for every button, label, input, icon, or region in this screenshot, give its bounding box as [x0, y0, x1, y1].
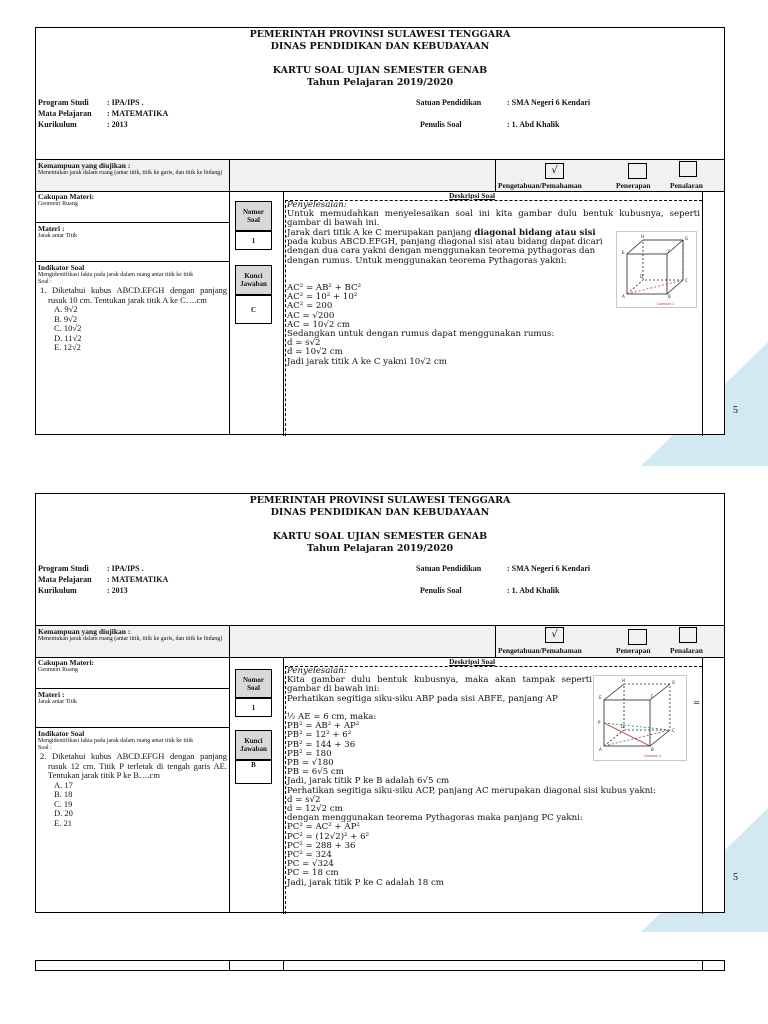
- option-a: A. 9√2: [54, 304, 78, 314]
- solution-line: d = s√2: [287, 794, 321, 805]
- curriculum-value: : 2013: [107, 120, 128, 129]
- solution-line: AC² = 200: [287, 301, 333, 312]
- school-label: Satuan Pendidikan: [416, 98, 482, 107]
- kunci-jawaban-value: C: [235, 295, 272, 324]
- cakupan-cell: [36, 192, 229, 208]
- svg-text:C: C: [672, 728, 675, 733]
- kunci-jawaban-value: B: [235, 760, 272, 784]
- question-text: 1. Diketahui kubus ABCD.EFGH dengan panjang rusuk 10 cm. Tentukan jarak titik A ke C….cm: [40, 285, 227, 305]
- option-b: B. 18: [54, 789, 73, 799]
- question-text: 2. Diketahui kubus ABCD.EFGH dengan panjang rusuk 12 cm. Titik P terletak di tengah garis AE. Tentukan jarak titik P ke B….cm: [40, 751, 227, 780]
- solution-p2: Perhatikan segitiga siku-siku ABP pada sisi ABFE, panjang AP: [287, 693, 558, 704]
- program-label: Program Studi: [38, 564, 89, 573]
- ability-text: Menentukan jarak dalam ruang (antar titik, titik ke garis, dan titik ke bidang): [38, 170, 223, 176]
- solution-line: PB² = 180: [287, 748, 332, 759]
- card-header: [36, 494, 724, 625]
- question-card-1: [35, 27, 725, 435]
- solution-p2: [287, 229, 612, 266]
- check-box-knowledge[interactable]: √: [545, 163, 564, 179]
- gov-title: PEMERINTAH PROVINSI SULAWESI TENGGARA: [249, 495, 511, 506]
- check-box-reasoning[interactable]: [679, 161, 697, 177]
- nomor-soal-label: Nomor Soal: [235, 201, 272, 231]
- solution-line: dengan menggunakan teorema Pythagoras maka panjang PC yakni:: [287, 813, 583, 824]
- figure-caption: Gambar 2: [644, 754, 662, 758]
- question-card-3: [35, 960, 725, 971]
- svg-text:C: C: [685, 278, 688, 283]
- solution-line: AC = √200: [287, 310, 335, 321]
- author-value: : 1. Abd Khalik: [507, 120, 560, 129]
- year-title: Tahun Pelajaran 2019/2020: [306, 77, 454, 88]
- divider: [229, 625, 230, 913]
- solution-line: PB = √180: [287, 758, 334, 769]
- ability-cell: [36, 626, 229, 644]
- option-e: E. 12√2: [54, 342, 81, 352]
- solution-line: Jadi, jarak titik P ke C adalah 18 cm: [287, 877, 444, 888]
- solution-line: PC² = 288 + 36: [287, 840, 356, 851]
- solution-line: AC² = 10² + 10²: [287, 292, 358, 303]
- page-number: 5: [733, 872, 738, 883]
- option-e: E. 21: [54, 817, 72, 828]
- curriculum-label: Kurikulum: [38, 120, 77, 129]
- card-title: KARTU SOAL UJIAN SEMESTER GENAB: [272, 65, 488, 76]
- solution-line: PC = 18 cm: [287, 868, 339, 879]
- solution-line: d = s√2: [287, 338, 321, 349]
- solution-lines: [287, 284, 612, 367]
- program-label: Program Studi: [38, 98, 89, 107]
- level-application: Penerapan: [616, 646, 651, 655]
- indikator-text: Mengidentifikasi fakta pada jarak dalam ruang antar titik ke titik: [38, 272, 194, 278]
- option-a: A. 17: [54, 779, 73, 790]
- indikator-title: Indikator Soal: [38, 263, 85, 272]
- deskripsi-title: Deskripsi Soal: [449, 657, 496, 666]
- divider: [36, 222, 229, 223]
- deskripsi-title: Deskripsi Soal: [449, 191, 496, 200]
- ability-title: Kemampuan yang diujikan :: [38, 161, 131, 170]
- svg-text:G: G: [672, 680, 676, 685]
- kunci-jawaban-label: Kunci Jawaban: [235, 730, 272, 760]
- solution-text: [287, 667, 592, 704]
- subject-value: : MATEMATIKA: [107, 575, 169, 584]
- svg-text:B: B: [651, 747, 654, 752]
- svg-text:P: P: [598, 720, 601, 725]
- solution-text: [287, 201, 700, 229]
- indikator-text: Mengidentifikasi fakta pada jarak dalam ruang antar titik ke titik: [38, 738, 194, 744]
- subject-label: Mata Pelajaran: [38, 575, 92, 584]
- ability-cell: [36, 160, 229, 178]
- solution-title: Penyelesaian:: [287, 200, 347, 210]
- divider: [36, 688, 229, 689]
- cakupan-title: Cakupan Materi:: [38, 192, 95, 201]
- indikator-cell: [36, 263, 229, 353]
- cube-figure-drawing: [617, 232, 696, 307]
- svg-text:B: B: [668, 294, 671, 299]
- materi-cell: [36, 690, 229, 706]
- year-title: Tahun Pelajaran 2019/2020: [306, 543, 454, 554]
- equals-sign: =: [693, 698, 701, 708]
- cube-figure-drawing: [594, 676, 686, 760]
- divider: [229, 961, 230, 971]
- level-knowledge: Pengetahuan/Pemahaman: [498, 181, 582, 190]
- author-value: : 1. Abd Khalik: [507, 586, 560, 595]
- soal-label: Soal :: [38, 279, 52, 285]
- solution-line: Perhatikan segitiga siku-siku ACP, panjang AC merupakan diagonal sisi kubus yakni:: [287, 785, 656, 796]
- solution-line: PC² = AC² + AP²: [287, 822, 360, 833]
- cube-figure: [593, 675, 687, 761]
- option-b: B. 9√2: [54, 313, 78, 324]
- nomor-soal-label: Nomor Soal: [235, 669, 272, 698]
- solution-p2-bold: diagonal bidang atau sisi: [474, 228, 596, 238]
- divider: [283, 657, 284, 914]
- check-box-application[interactable]: [628, 629, 647, 645]
- solution-line: PB² = 144 + 36: [287, 739, 356, 750]
- materi-title: Materi :: [38, 690, 65, 699]
- solution-line: d = 12√2 cm: [287, 804, 343, 815]
- solution-line: PC² = 324: [287, 850, 332, 861]
- svg-text:A: A: [622, 294, 625, 299]
- level-knowledge: Pengetahuan/Pemahaman: [498, 646, 582, 655]
- solution-p2-c: pada kubus ABCD.EFGH, panjang diagonal sisi atau bidang dapat dicari dengan dua cara yakni dengan menggunakan teorema pythagoras dan dengan rumus. Untuk menggunakan teorema Pythagoras yakni:: [287, 237, 603, 266]
- option-d: D. 20: [54, 808, 73, 818]
- divider: [495, 159, 496, 191]
- svg-text:A: A: [599, 747, 602, 752]
- card-title: KARTU SOAL UJIAN SEMESTER GENAB: [272, 531, 488, 542]
- gov-title: PEMERINTAH PROVINSI SULAWESI TENGGARA: [249, 29, 511, 40]
- author-label: Penulis Soal: [420, 586, 462, 595]
- materi-text: Jarak antar Titik: [38, 233, 77, 239]
- solution-p1: Kita gambar dulu bentuk kubusnya, maka akan tampak seperti gambar di bawah ini:: [287, 675, 592, 695]
- program-value: : IPA/IPS .: [107, 564, 144, 573]
- solution-line: Jadi, jarak titik P ke B adalah 6√5 cm: [287, 776, 450, 787]
- svg-text:E: E: [622, 250, 625, 255]
- subject-label: Mata Pelajaran: [38, 109, 92, 118]
- svg-text:D: D: [621, 724, 625, 729]
- indikator-title: Indikator Soal: [38, 729, 85, 738]
- divider: [285, 666, 286, 914]
- svg-text:G: G: [685, 236, 689, 241]
- school-value: : SMA Negeri 6 Kendari: [507, 98, 591, 107]
- solution-line: ½ AE = 6 cm, maka:: [287, 712, 377, 722]
- solution-line: AC = 10√2 cm: [287, 319, 351, 330]
- option-c: C. 19: [54, 798, 73, 809]
- solution-line: PB² = 12² + 6²: [287, 730, 352, 741]
- options-list: [38, 305, 227, 353]
- curriculum-label: Kurikulum: [38, 586, 77, 595]
- divider: [495, 625, 496, 657]
- soal-label: Soal :: [38, 745, 52, 751]
- divider: [283, 961, 284, 971]
- cakupan-cell: [36, 658, 229, 674]
- divider: [36, 727, 229, 728]
- cakupan-title: Cakupan Materi:: [38, 658, 95, 667]
- solution-line: PB = 6√5 cm: [287, 767, 344, 778]
- solution-p2-a: Jarak dari titik A ke C merupakan panjang: [287, 228, 475, 238]
- option-d: D. 11√2: [54, 332, 82, 343]
- solution-line: PC = √324: [287, 859, 334, 870]
- question-card-2: [35, 493, 725, 913]
- figure-caption: Gambar 1: [657, 302, 675, 306]
- level-reasoning: Penalaran: [670, 181, 703, 190]
- svg-text:F: F: [668, 249, 671, 254]
- solution-line: PC² = (12√2)² + 6²: [287, 831, 370, 842]
- subject-value: : MATEMATIKA: [107, 109, 169, 118]
- solution-line: PB² = AB² + AP²: [287, 721, 360, 732]
- school-label: Satuan Pendidikan: [416, 564, 482, 573]
- divider: [285, 200, 286, 436]
- solution-line: d = 10√2 cm: [287, 347, 343, 358]
- school-value: : SMA Negeri 6 Kendari: [507, 564, 591, 573]
- kunci-jawaban-label: Kunci Jawaban: [235, 265, 272, 295]
- dept-title: DINAS PENDIDIKAN DAN KEBUDAYAAN: [270, 507, 490, 518]
- nomor-soal-value: 1: [235, 698, 272, 717]
- svg-text:D: D: [640, 274, 644, 279]
- divider: [229, 159, 230, 435]
- curriculum-value: : 2013: [107, 586, 128, 595]
- solution-title: Penyelesaian:: [287, 666, 347, 676]
- level-reasoning: Penalaran: [670, 646, 703, 655]
- materi-text: Jarak antar Titik: [38, 699, 77, 705]
- check-box-application[interactable]: [628, 163, 647, 179]
- cakupan-text: Geometri Ruang: [38, 201, 78, 207]
- dept-title: DINAS PENDIDIKAN DAN KEBUDAYAAN: [270, 41, 490, 52]
- cube-figure: [616, 231, 697, 308]
- divider: [702, 657, 703, 914]
- cakupan-text: Geometri Ruang: [38, 667, 78, 673]
- divider: [36, 261, 229, 262]
- divider: [283, 191, 284, 436]
- nomor-soal-value: 1: [235, 231, 272, 250]
- solution-line: AC² = AB² + BC²: [287, 283, 362, 293]
- page-number: 5: [733, 405, 738, 416]
- materi-cell: [36, 224, 229, 240]
- option-c: C. 10√2: [54, 323, 82, 333]
- svg-text:H: H: [622, 678, 626, 683]
- author-label: Penulis Soal: [420, 120, 462, 129]
- svg-text:H: H: [641, 234, 645, 239]
- svg-text:E: E: [599, 695, 602, 700]
- program-value: : IPA/IPS .: [107, 98, 144, 107]
- svg-text:F: F: [651, 694, 654, 699]
- ability-title: Kemampuan yang diujikan :: [38, 627, 131, 636]
- materi-title: Materi :: [38, 224, 65, 233]
- card-header: [36, 28, 724, 159]
- ability-text: Menentukan jarak dalam ruang (antar titik, titik ke garis, dan titik ke bidang): [38, 636, 223, 642]
- solution-line: Jadi jarak titik A ke C yakni 10√2 cm: [287, 356, 447, 367]
- indikator-cell: [36, 729, 229, 828]
- check-box-knowledge[interactable]: √: [545, 627, 564, 643]
- divider: [702, 191, 703, 436]
- divider: [702, 961, 703, 971]
- solution-line: Sedangkan untuk dengan rumus dapat menggunakan rumus:: [287, 329, 555, 340]
- options-list: [38, 781, 227, 829]
- check-box-reasoning[interactable]: [679, 627, 697, 643]
- solution-p1: Untuk memudahkan menyelesaikan soal ini kita gambar dulu bentuk kubusnya, seperti gambar di bawah ini.: [287, 209, 700, 229]
- level-application: Penerapan: [616, 181, 651, 190]
